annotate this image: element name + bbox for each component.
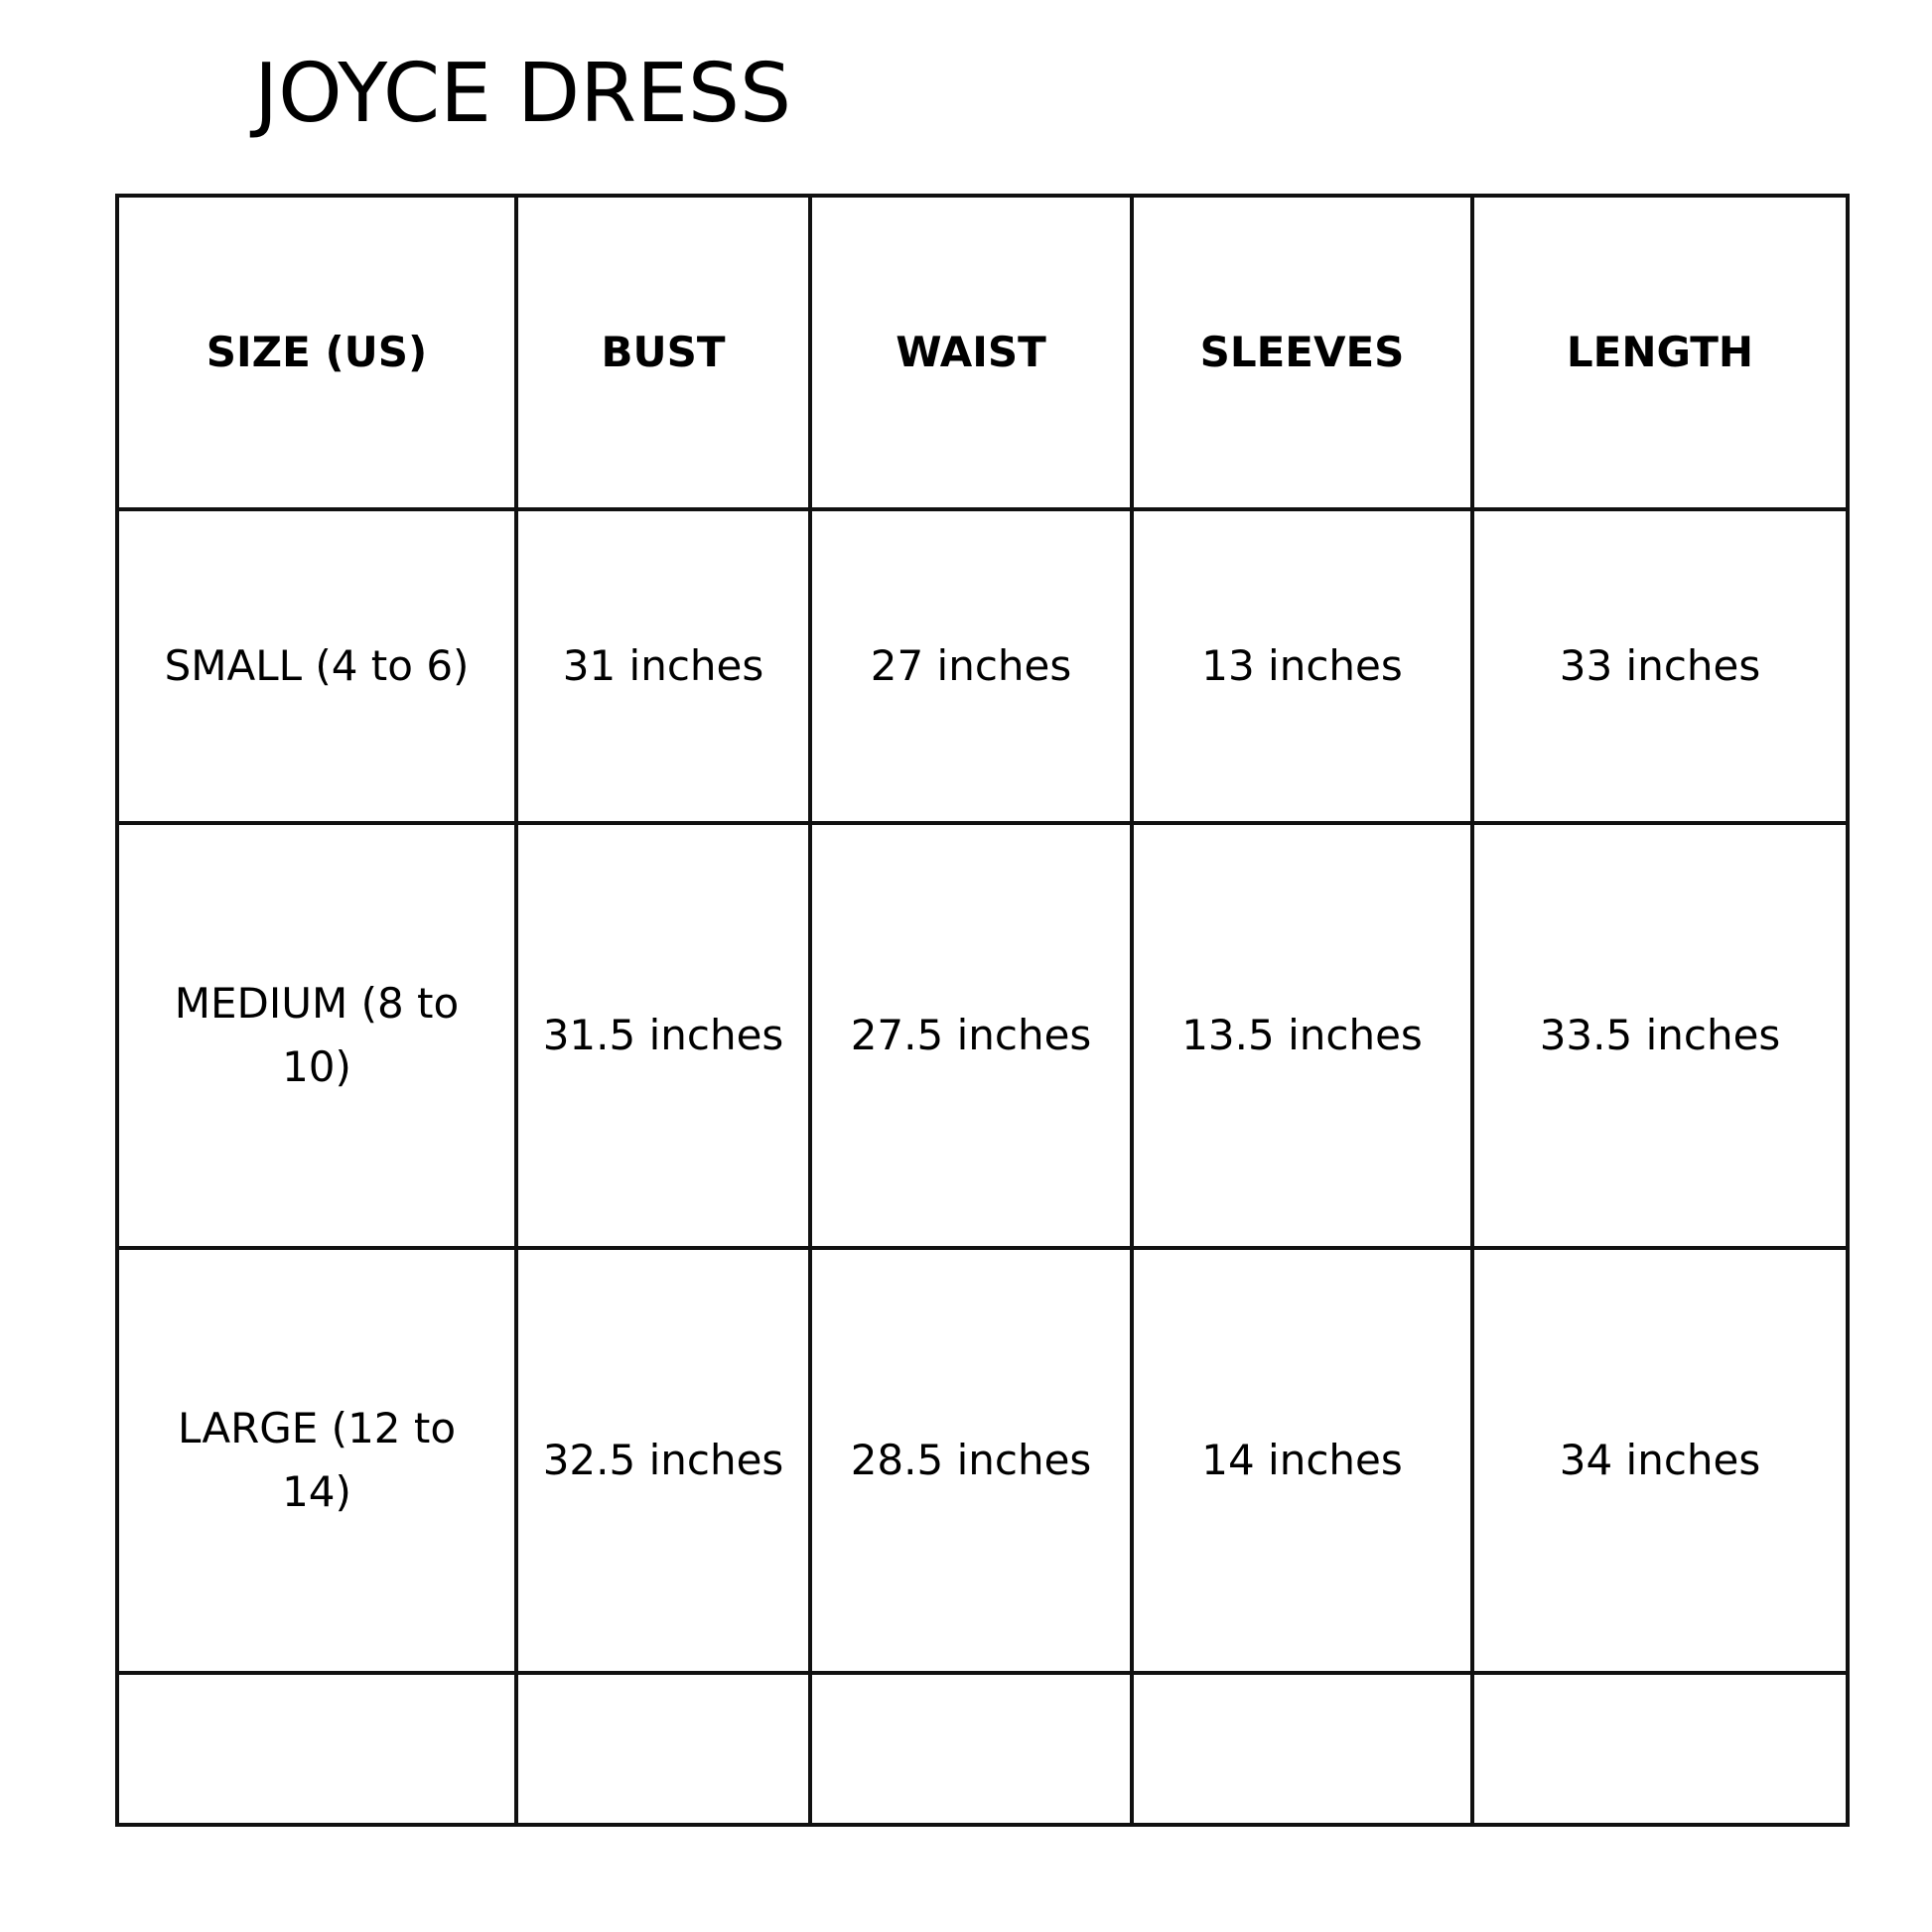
cell-empty — [117, 1673, 516, 1825]
header-length: LENGTH — [1472, 196, 1848, 509]
page-title: JOYCE DRESS — [254, 47, 792, 141]
cell-length: 33.5 inches — [1472, 823, 1848, 1248]
cell-sleeves: 13.5 inches — [1132, 823, 1472, 1248]
cell-size: MEDIUM (8 to 10) — [117, 823, 516, 1248]
header-sleeves: SLEEVES — [1132, 196, 1472, 509]
cell-empty — [1472, 1673, 1848, 1825]
header-size: SIZE (US) — [117, 196, 516, 509]
cell-sleeves: 14 inches — [1132, 1248, 1472, 1673]
cell-bust: 31.5 inches — [516, 823, 810, 1248]
header-bust: BUST — [516, 196, 810, 509]
size-chart-table — [115, 194, 1850, 1827]
cell-bust: 32.5 inches — [516, 1248, 810, 1673]
table-row — [117, 823, 1848, 1248]
cell-waist: 27.5 inches — [810, 823, 1132, 1248]
header-waist: WAIST — [810, 196, 1132, 509]
cell-empty — [516, 1673, 810, 1825]
cell-size: SMALL (4 to 6) — [117, 509, 516, 823]
cell-size: LARGE (12 to 14) — [117, 1248, 516, 1673]
table-row-empty — [117, 1673, 1848, 1825]
cell-empty — [810, 1673, 1132, 1825]
cell-waist: 28.5 inches — [810, 1248, 1132, 1673]
table-row — [117, 1248, 1848, 1673]
cell-empty — [1132, 1673, 1472, 1825]
cell-length: 33 inches — [1472, 509, 1848, 823]
cell-length: 34 inches — [1472, 1248, 1848, 1673]
cell-bust: 31 inches — [516, 509, 810, 823]
cell-waist: 27 inches — [810, 509, 1132, 823]
cell-sleeves: 13 inches — [1132, 509, 1472, 823]
header-row — [117, 196, 1848, 509]
table-row — [117, 509, 1848, 823]
